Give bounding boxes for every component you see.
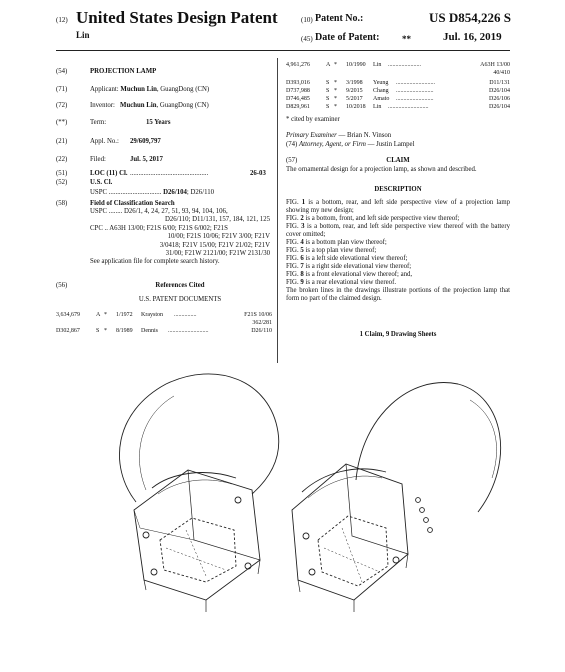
lamp-right-sphere [356, 383, 501, 512]
lamp-left-rim [152, 473, 236, 488]
fig-description [286, 223, 510, 239]
citation-name: Lin [373, 104, 382, 110]
lamp-right-battery-cover [318, 516, 388, 586]
classification-search [90, 208, 270, 267]
citation-date: 1/1972 [116, 312, 133, 318]
agent-line [286, 141, 414, 149]
fig-word: FIG. [286, 247, 299, 254]
lamp-left-base [134, 470, 260, 600]
fig-number: 7 [300, 263, 304, 270]
citation-date: 8/1989 [116, 328, 133, 334]
fig-description [286, 271, 510, 279]
citation-row [56, 320, 272, 328]
citation-date: 5/2017 [346, 96, 363, 102]
fig-description [286, 215, 510, 223]
citation-number: D737,988 [286, 88, 310, 94]
term-value: 15 Years [146, 119, 171, 126]
inventor-label: Inventor: [90, 102, 115, 109]
description-body [286, 199, 510, 303]
column-separator [277, 58, 278, 363]
screw-icon [309, 569, 315, 575]
citation-dots: ...................... [388, 62, 421, 68]
fig-word: FIG. [286, 199, 299, 206]
fig-number: 2 [300, 215, 304, 222]
applicant-label: Applicant: [90, 86, 119, 93]
lamp-figure-left [119, 374, 278, 612]
citation-name: Chang [373, 88, 389, 94]
citation-class: D11/131 [489, 80, 510, 86]
fig-description [286, 239, 510, 247]
citation-row [56, 312, 272, 320]
fig-description [286, 247, 510, 255]
code-10: (10) [301, 16, 313, 24]
citation-date: 10/2018 [346, 104, 366, 110]
date-flag: ** [402, 34, 411, 44]
references-cited-heading: References Cited [155, 282, 205, 289]
lamp-right-stand [298, 554, 408, 612]
inventor-name: Muchun Lin [120, 102, 157, 109]
citation-class: D26/104 [489, 88, 510, 94]
lamp-figure-right [292, 383, 501, 612]
broken-lines-note: The broken lines in the drawings illustrate portions of the projection lamp that form no part of the claimed design. [286, 287, 510, 302]
description-heading: DESCRIPTION [374, 186, 422, 193]
filed-value: Jul. 5, 2017 [130, 156, 163, 163]
code-52: (52) [56, 179, 68, 186]
claim-text-block [286, 166, 510, 174]
drawing-figures [56, 360, 510, 660]
citation-star: * [334, 62, 337, 68]
citation-kind: S [96, 328, 100, 334]
citation-dots: ......................... [396, 96, 434, 102]
citation-date: 9/2015 [346, 88, 363, 94]
lamp-right-base [292, 464, 408, 600]
loc-value: 26-03 [250, 170, 266, 177]
claims-sheets: 1 Claim, 9 Drawing Sheets [359, 331, 437, 338]
button-icon [420, 508, 425, 513]
fig-text: is a bottom plan view thereof; [303, 239, 387, 246]
citation-star: * [104, 328, 107, 334]
patent-no-label: Patent No.: [315, 13, 364, 24]
citation-kind: S [326, 96, 330, 102]
fig-number: 8 [300, 271, 304, 278]
screw-icon [151, 569, 157, 575]
classification-label: Field of Classification Search [90, 200, 175, 207]
citation-class: D26/104 [489, 104, 510, 110]
citation-row [286, 80, 510, 88]
citation-class: A63H 13/00 [480, 62, 510, 68]
citation-kind: S [326, 104, 330, 110]
classification-line: D26/110; D11/131, 157, 184, 121, 125 [164, 216, 270, 224]
citation-class: D26/110 [251, 328, 272, 334]
citation-name: Dennis [141, 328, 158, 334]
fig-word: FIG. [286, 223, 299, 230]
lamp-left-sphere-shade [139, 396, 174, 490]
inventor-location: , GuangDong (CN) [156, 102, 209, 109]
fig-text: is a left side elevational view thereof; [303, 255, 408, 262]
citation-name: Yeung [373, 80, 389, 86]
citation-row [56, 328, 272, 336]
cited-by-examiner: * cited by examiner [286, 116, 340, 123]
citation-dots: ........................... [388, 104, 429, 110]
citation-kind: A [326, 62, 331, 68]
code-54: (54) [56, 68, 68, 75]
code-22: (22) [56, 156, 68, 163]
fig-description [286, 255, 510, 263]
applicant-name: Muchun Lin [120, 86, 157, 93]
fig-text: is a bottom, rear, and left side perspective view of a projection lamp showing my new design; [286, 199, 511, 214]
citation-dots: .......................... [396, 80, 435, 86]
button-icon [424, 518, 429, 523]
citation-name: Lin [373, 62, 382, 68]
fig-number: 1 [301, 199, 306, 206]
code-58: (58) [56, 200, 68, 207]
citation-name: Krayston [141, 312, 163, 318]
fig-description [286, 279, 510, 287]
fig-number: 4 [300, 239, 304, 246]
citation-date: 3/1998 [346, 80, 363, 86]
fig-text: is a top plan view thereof; [303, 247, 377, 254]
header-rule [56, 50, 510, 51]
classification-line: 3/0418; F21V 15/00; F21V 21/02; F21V [159, 241, 270, 249]
loc-dots: .............................................. [130, 170, 209, 177]
citation-number: D829,961 [286, 104, 310, 110]
fig-word: FIG. [286, 279, 299, 286]
date-label: Date of Patent: [315, 32, 380, 43]
code-45: (45) [301, 35, 313, 43]
claim-text: The ornamental design for a projection lamp, as shown and described. [286, 166, 477, 173]
lamp-left-cover-diagonal [166, 530, 226, 576]
lamp-right-rim [302, 469, 386, 492]
design-title: PROJECTION LAMP [90, 68, 157, 75]
patent-number: US D854,226 S [429, 10, 511, 25]
code-71: (71) [56, 86, 68, 93]
claim-heading: CLAIM [386, 157, 410, 164]
uspc-dots: ............................... [108, 189, 162, 196]
examiner-label: Primary Examiner [286, 132, 337, 139]
citation-star: * [334, 104, 337, 110]
examiner-name: — Brian N. Vinson [336, 132, 392, 139]
citation-number: 4,961,276 [286, 62, 310, 68]
fig-word: FIG. [286, 215, 299, 222]
citation-row [286, 70, 510, 78]
screw-icon [303, 533, 309, 539]
uspc-value: D26/104 [163, 189, 187, 196]
citation-dots: ......................... [396, 88, 434, 94]
fig-word: FIG. [286, 255, 299, 262]
citation-star: * [334, 88, 337, 94]
uspc-label: USPC [90, 189, 108, 196]
citation-kind: S [326, 88, 330, 94]
code-term: (**) [56, 119, 68, 126]
button-icon [428, 528, 433, 533]
citation-class: D26/106 [489, 96, 510, 102]
us-cl-label: U.S. Cl. [90, 179, 113, 186]
code-51: (51) [56, 170, 68, 177]
citation-number: D746,485 [286, 96, 310, 102]
citation-number: 3,634,679 [56, 312, 80, 318]
fig-word: FIG. [286, 263, 299, 270]
screw-icon [393, 557, 399, 563]
appl-no-value: 29/609,797 [130, 138, 161, 145]
classification-line: See application file for complete search history. [90, 258, 220, 266]
fig-text: is a bottom, front, and left side perspective view thereof; [303, 215, 460, 222]
code-21: (21) [56, 138, 68, 145]
agent-label: Attorney, Agent, or Firm [299, 141, 366, 148]
citation-name: Amato [373, 96, 390, 102]
screw-icon [245, 563, 251, 569]
classification-line: 10/00; F21S 10/06; F21V 3/00; F21V [167, 233, 270, 241]
citation-star: * [104, 312, 107, 318]
citation-star: * [334, 96, 337, 102]
lamp-left-rim-inner [158, 480, 232, 494]
claim-code: (57) [286, 157, 298, 164]
citation-star: * [334, 80, 337, 86]
classification-line: USPC ........ D26/1, 4, 24, 27, 51, 93, 94, 104, 106, [90, 208, 228, 215]
applicant-location: , GuangDong (CN) [156, 86, 210, 93]
screw-icon [235, 497, 241, 503]
fig-description [286, 263, 510, 271]
fig-text: is a front elevational view thereof; and, [303, 271, 413, 278]
fig-word: FIG. [286, 239, 299, 246]
citation-class: 362/281 [252, 320, 272, 326]
filed-label: Filed: [90, 156, 106, 163]
examiner-line [286, 132, 391, 140]
citation-row [286, 104, 510, 112]
citation-dots: ........................... [168, 328, 209, 334]
citation-row [286, 88, 510, 96]
citation-date: 10/1990 [346, 62, 366, 68]
button-icon [416, 498, 421, 503]
citation-row [286, 96, 510, 104]
agent-name: — Justin Lampel [365, 141, 415, 148]
fig-number: 3 [301, 223, 305, 230]
citation-dots: ............... [174, 312, 197, 318]
fig-text: is a rear elevational view thereof. [303, 279, 397, 286]
citation-class: 40/410 [493, 70, 510, 76]
fig-number: 5 [300, 247, 304, 254]
appl-no-label: Appl. No.: [90, 138, 119, 145]
citation-number: D393,016 [286, 80, 310, 86]
loc-label: LOC (11) Cl. [90, 170, 128, 177]
citation-class: F21S 10/06 [244, 312, 272, 318]
inventor-field [90, 102, 209, 110]
fig-text: is a bottom, rear, and left side perspective view thereof with the battery cover omitted; [286, 223, 510, 238]
code-72: (72) [56, 102, 68, 109]
citation-row [286, 62, 510, 70]
fig-text: is a right side elevational view thereof; [303, 263, 412, 270]
term-label: Term: [90, 119, 107, 126]
us-documents-heading: U.S. PATENT DOCUMENTS [138, 296, 222, 303]
fig-number: 9 [300, 279, 304, 286]
inventor-short: Lin [76, 30, 90, 40]
fig-description [286, 199, 510, 215]
citation-kind: A [96, 312, 101, 318]
agent-code: (74) [286, 141, 298, 148]
fig-number: 6 [300, 255, 304, 262]
patent-date: Jul. 16, 2019 [443, 31, 502, 43]
classification-line: 31/00; F21W 2121/00; F21W 2131/30 [165, 250, 270, 258]
code-56: (56) [56, 282, 68, 289]
document-title: United States Design Patent [76, 8, 278, 27]
citation-number: D302,867 [56, 328, 80, 334]
code-12: (12) [56, 16, 68, 24]
lamp-left-base-side [188, 470, 260, 560]
uspc-rest: ; D26/110 [186, 189, 215, 196]
lamp-right-base-side [346, 464, 408, 554]
screw-icon [143, 532, 149, 538]
citation-kind: S [326, 80, 330, 86]
uspc-line [90, 189, 214, 197]
fig-word: FIG. [286, 271, 299, 278]
classification-line: CPC .. A63H 13/00; F21S 6/00; F21S 6/002; F21S [90, 224, 228, 232]
applicant-field [90, 86, 209, 94]
